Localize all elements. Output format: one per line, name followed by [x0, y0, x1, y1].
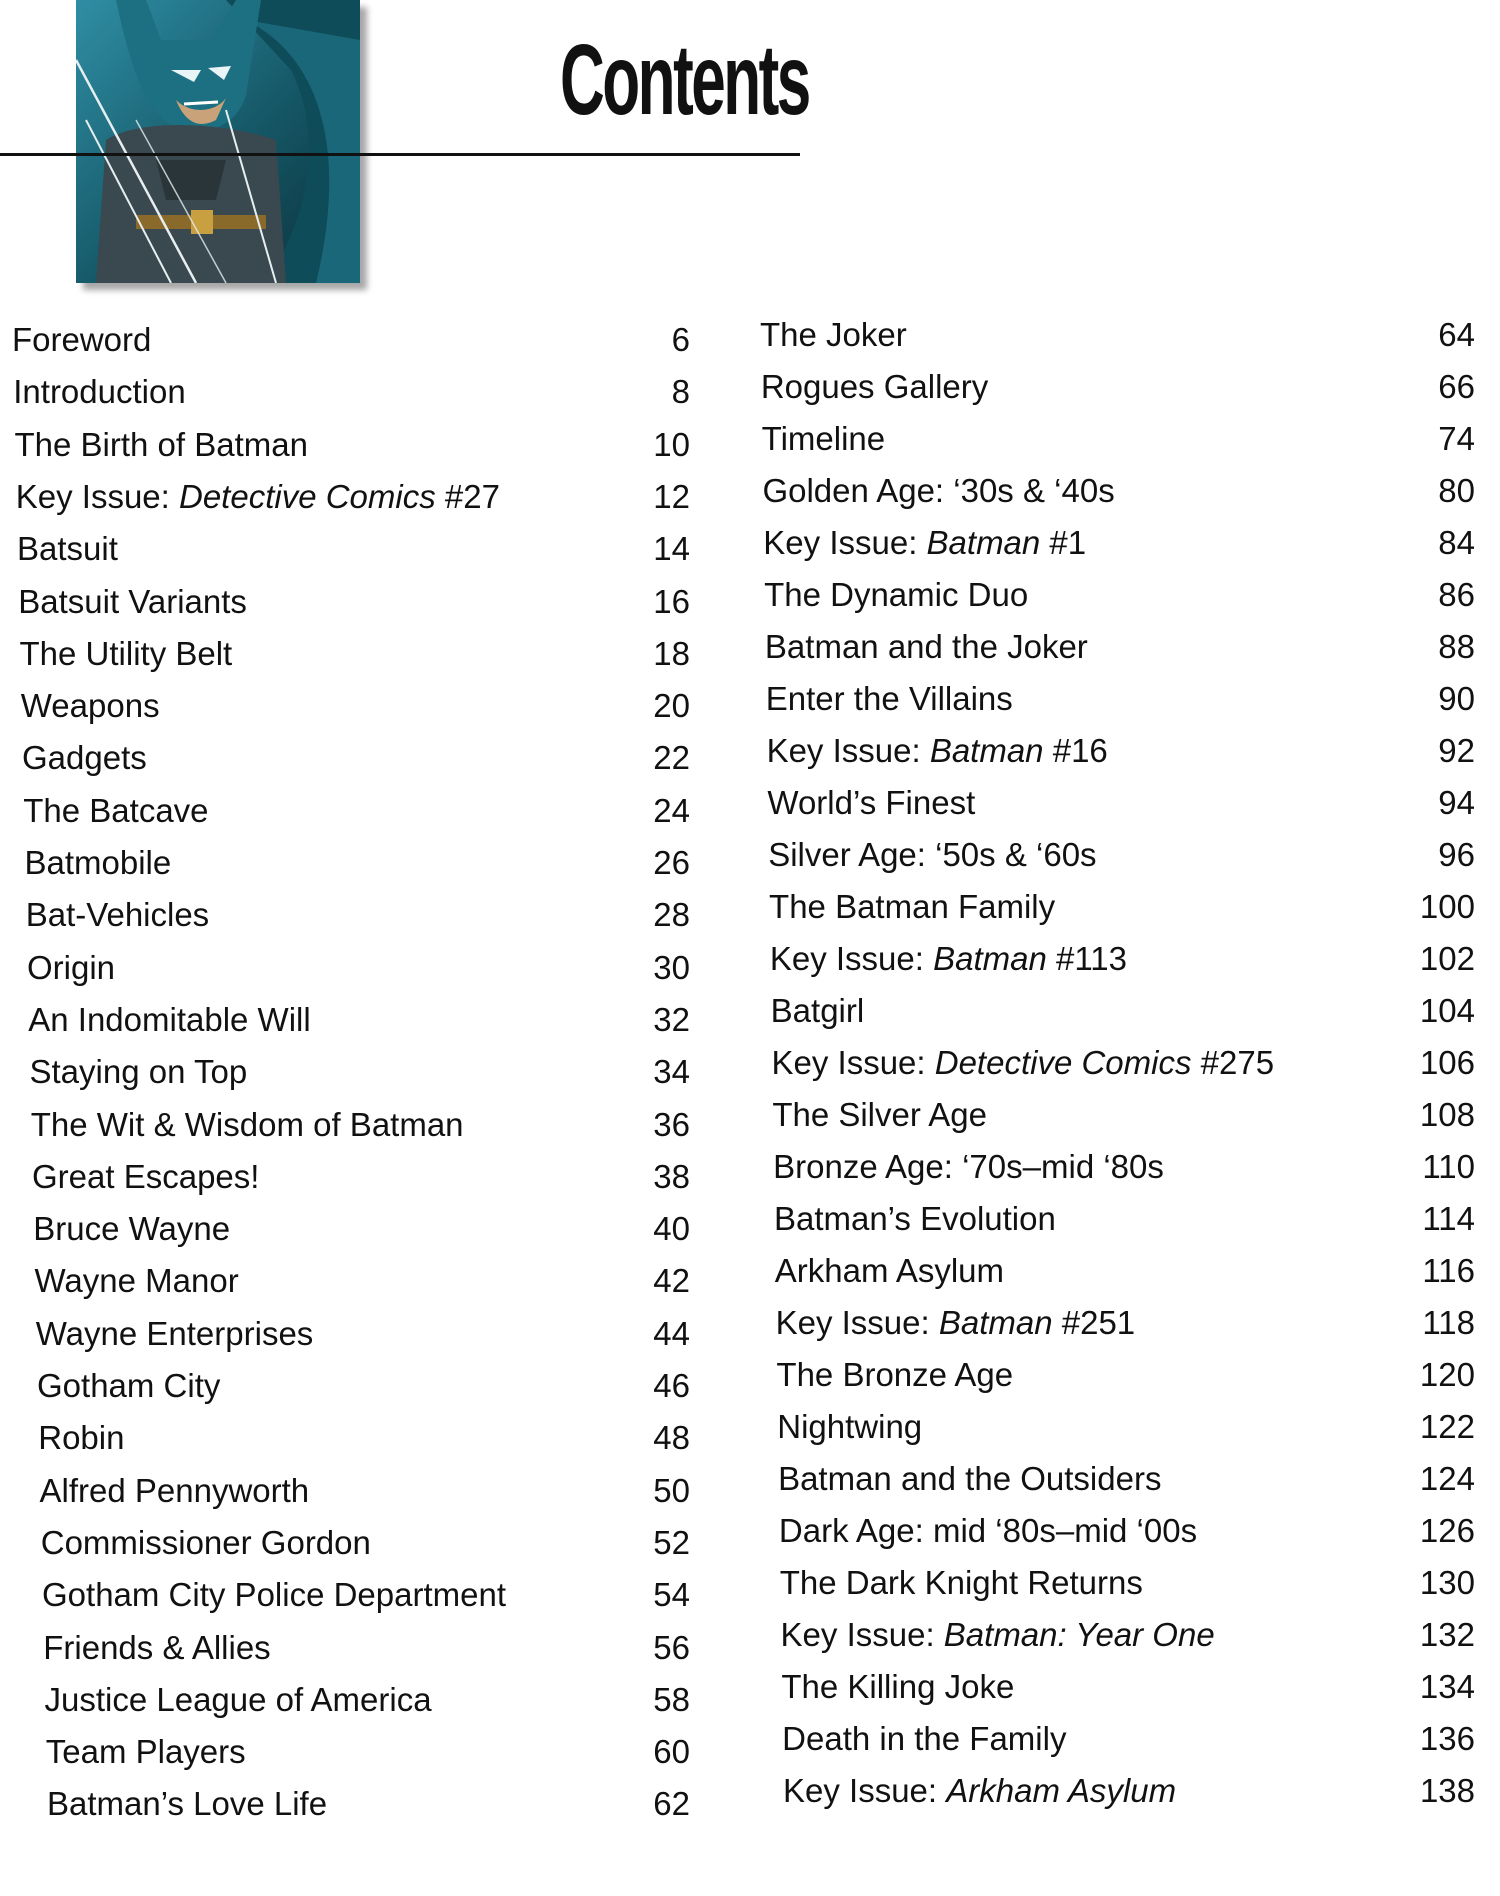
toc-entry-title [45, 1678, 432, 1722]
toc-entry-title [47, 1782, 327, 1826]
toc-entry-title-text: Batmobile [24, 844, 172, 881]
toc-entry [769, 885, 1475, 933]
toc-entry [777, 1405, 1475, 1453]
toc-entry [775, 1249, 1475, 1297]
toc-entry [35, 1259, 691, 1307]
toc-entry-title [42, 1573, 506, 1617]
toc-entry-page-number: 110 [1422, 1148, 1475, 1185]
toc-entry [27, 946, 690, 994]
toc-entry-page-number: 42 [653, 1262, 690, 1300]
toc-entry-title-text: Batman and the Joker [764, 628, 1088, 665]
toc-entry-page-number: 46 [653, 1367, 690, 1404]
toc-entry [28, 998, 690, 1046]
toc-entry-title [32, 1155, 259, 1199]
toc-entry-title [37, 1364, 220, 1408]
toc-entry-issue-title: Batman [929, 732, 1044, 769]
toc-entry-title-text: An Indomitable Will [28, 1000, 311, 1038]
toc-entry-page-number: 8 [671, 373, 690, 411]
toc-entry-title [766, 677, 1013, 721]
toc-entry-title-text: Friends & Allies [43, 1628, 271, 1666]
toc-entry-title-text: Golden Age: ‘30s & ‘40s [762, 472, 1115, 509]
toc-entry [38, 1416, 690, 1464]
toc-entry-title-text: Wayne Enterprises [35, 1314, 314, 1352]
toc-entry [18, 580, 690, 628]
toc-entry-title [776, 1301, 1136, 1345]
toc-entry [779, 1509, 1475, 1557]
toc-entry [13, 370, 690, 418]
toc-entry [20, 632, 691, 680]
toc-entry [37, 1364, 690, 1412]
toc-entry-page-number: 32 [653, 1000, 690, 1038]
toc-entry-page-number: 50 [653, 1471, 690, 1509]
toc-entry-title [771, 989, 865, 1033]
toc-entry-title [780, 1561, 1143, 1605]
toc-entry [42, 1573, 690, 1621]
toc-entry [783, 1769, 1475, 1817]
toc-entry [43, 1626, 690, 1674]
toc-entry-title [781, 1613, 1215, 1657]
toc-entry-title-text: Batman and the Outsiders [778, 1460, 1162, 1497]
toc-entry-issue-title: Batman [933, 940, 1047, 977]
toc-entry-page-number: 52 [653, 1523, 690, 1561]
toc-entry-title-text: Gotham City Police Department [42, 1576, 507, 1614]
toc-entry-page-number: 104 [1419, 992, 1475, 1029]
toc-entry-page-number: 16 [653, 582, 690, 620]
toc-entry-title [767, 781, 975, 825]
toc-entry [773, 1145, 1475, 1193]
toc-entry-page-number: 88 [1438, 628, 1475, 665]
toc-entry-title [46, 1730, 246, 1774]
title-rule [0, 153, 800, 156]
toc-entry-title [43, 1626, 270, 1670]
toc-entry-title [25, 841, 172, 885]
toc-entry-title [17, 527, 118, 571]
toc-entry [36, 1312, 690, 1360]
toc-entry-page-number: 48 [653, 1419, 690, 1457]
toc-entry-title [16, 475, 500, 519]
toc-entry [16, 475, 690, 523]
toc-entry-title [13, 370, 185, 414]
toc-entry-title [21, 684, 160, 728]
toc-entry-title-text: Silver Age: ‘50s & ‘60s [768, 836, 1097, 873]
toc-entry-title-text: Enter the Villains [765, 680, 1013, 717]
toc-entry-title [26, 893, 209, 937]
toc-entry-page-number: 116 [1422, 1252, 1475, 1289]
toc-entry-title [775, 1249, 1004, 1293]
toc-entry-title-text: Origin [27, 948, 116, 986]
toc-entry-page-number: 38 [653, 1157, 690, 1195]
toc-entry [772, 1041, 1476, 1089]
toc-entry [770, 937, 1475, 985]
toc-entry-title-text: The Utility Belt [19, 634, 233, 672]
toc-entry-title-text: Robin [38, 1419, 125, 1457]
toc-entry-issue-title: Arkham Asylum [946, 1772, 1177, 1809]
toc-entry-title [770, 937, 1127, 981]
toc-entry-title-text: The Wit & Wisdom of Batman [30, 1105, 464, 1143]
toc-entry-page-number: 138 [1419, 1772, 1475, 1809]
toc-entry-page-number: 24 [653, 791, 690, 829]
toc-entry-title-text: Arkham Asylum [774, 1252, 1005, 1289]
toc-entry-page-number: 130 [1419, 1564, 1475, 1601]
toc-entry-title-text: Key Issue: [771, 1044, 935, 1081]
toc-entry-page-number: 20 [653, 687, 690, 725]
toc-entry-page-number: 134 [1419, 1668, 1475, 1705]
toc-entry [765, 625, 1475, 673]
toc-entry-title [762, 417, 885, 461]
toc-entry-title-text: The Dark Knight Returns [779, 1564, 1143, 1601]
batman-cover-art [76, 0, 360, 283]
toc-entry-page-number: 60 [653, 1733, 690, 1771]
toc-entry-page-number: 118 [1422, 1304, 1475, 1341]
toc-entry-title-text: Gadgets [22, 739, 147, 777]
toc-entry [761, 365, 1475, 413]
toc-entry-title-text: Batgirl [770, 992, 865, 1029]
toc-entry-title [28, 998, 310, 1042]
toc-entry-title [777, 1405, 922, 1449]
toc-entry-page-number: 90 [1438, 680, 1475, 717]
toc-entry-page-number: 124 [1419, 1460, 1475, 1497]
toc-entry-title [40, 1469, 310, 1513]
toc-entry-title-text: Batman’s Evolution [773, 1200, 1056, 1237]
toc-entry-page-number: 66 [1438, 368, 1475, 405]
toc-entry [760, 313, 1475, 361]
toc-entry-page-number: 30 [653, 948, 690, 986]
toc-entry-title-text: Foreword [12, 321, 152, 358]
toc-entry-title [773, 1145, 1164, 1189]
toc-entry-title-text: The Batcave [23, 791, 209, 829]
toc-entry [781, 1613, 1475, 1661]
toc-entry-title [23, 789, 208, 833]
toc-entry-page-number: 22 [653, 739, 690, 777]
toc-entry-title-text: Bruce Wayne [33, 1210, 231, 1248]
toc-entry-issue-number: #16 [1043, 732, 1108, 769]
toc-entry-issue-title: Batman: Year One [943, 1616, 1215, 1653]
toc-entry [767, 729, 1475, 777]
toc-entry-title [765, 625, 1088, 669]
toc-entry-title-text: Weapons [20, 687, 160, 725]
toc-entry [26, 893, 690, 941]
toc-entry [776, 1301, 1475, 1349]
toc-entry-title-text: Timeline [761, 420, 886, 457]
toc-entry-title-text: Alfred Pennyworth [39, 1471, 310, 1509]
toc-entry-page-number: 56 [653, 1628, 690, 1666]
toc-entry-page-number: 96 [1438, 836, 1475, 873]
toc-entry-title [763, 521, 1086, 565]
toc-entry-page-number: 132 [1419, 1616, 1475, 1653]
toc-entry [766, 677, 1475, 725]
toc-entry-page-number: 114 [1422, 1200, 1475, 1237]
toc-entry [762, 417, 1475, 465]
toc-entry [33, 1207, 690, 1255]
toc-entry [12, 318, 690, 366]
toc-entry [781, 1665, 1475, 1713]
toc-entry [780, 1561, 1475, 1609]
toc-entry [32, 1155, 690, 1203]
toc-entry-issue-title: Detective Comics [179, 477, 436, 515]
toc-entry-page-number: 26 [653, 844, 690, 881]
toc-entry-title-text: The Batman Family [769, 888, 1056, 925]
toc-entry-title [764, 573, 1028, 617]
toc-entry [778, 1457, 1475, 1505]
toc-entry-title [776, 1353, 1013, 1397]
toc-entry-title-text: Key Issue: [775, 1304, 939, 1341]
toc-entry-issue-number: #1 [1040, 524, 1087, 561]
toc-entry-title-text: Key Issue: [15, 477, 179, 515]
toc-entry-title-text: Dark Age: mid ‘80s–mid ‘00s [778, 1512, 1198, 1549]
toc-entry-title-text: Gotham City [37, 1367, 221, 1404]
toc-entry-issue-title: Batman [938, 1304, 1053, 1341]
toc-entry [762, 469, 1475, 517]
toc-entry-title-text: Team Players [45, 1733, 246, 1771]
toc-entry-title [41, 1521, 371, 1565]
toc-entry-page-number: 106 [1419, 1044, 1475, 1081]
toc-entry [771, 989, 1475, 1037]
toc-entry [22, 736, 690, 784]
toc-entry-title [778, 1457, 1161, 1501]
toc-entry-title [762, 469, 1114, 513]
toc-entry-title-text: Key Issue: [780, 1616, 944, 1653]
toc-entry-page-number: 18 [653, 634, 690, 672]
toc-entry-title [767, 729, 1108, 773]
toc-entry-page-number: 92 [1438, 732, 1475, 769]
toc-entry-title [35, 1259, 239, 1303]
toc-entry [776, 1353, 1475, 1401]
toc-entry [767, 781, 1475, 829]
toc-entry-page-number: 100 [1419, 888, 1475, 925]
toc-entry-title [38, 1416, 124, 1460]
toc-entry-page-number: 80 [1438, 472, 1475, 509]
toc-entry-title [18, 580, 247, 624]
toc-entry-title-text: The Bronze Age [776, 1356, 1014, 1393]
toc-entry-page-number: 94 [1438, 784, 1475, 821]
toc-entry [763, 521, 1475, 569]
toc-entry-title [781, 1665, 1014, 1709]
toc-entry [23, 789, 690, 837]
toc-entry-page-number: 84 [1438, 524, 1475, 561]
toc-entry-title [772, 1093, 987, 1137]
toc-entry [41, 1521, 690, 1569]
page-title: Contents [560, 24, 809, 136]
toc-entry [782, 1717, 1475, 1765]
toc-entry-issue-title: Batman [926, 524, 1041, 561]
toc-entry-page-number: 58 [653, 1680, 690, 1718]
toc-entry-title-text: Key Issue: [763, 524, 927, 561]
toc-entry-title-text: Nightwing [777, 1408, 923, 1445]
toc-entry-title-text: The Dynamic Duo [764, 576, 1029, 613]
toc-entry [46, 1730, 690, 1778]
toc-entry-title-text: Batman’s Love Life [47, 1785, 328, 1823]
toc-entry-page-number: 36 [653, 1105, 690, 1143]
toc-entry-title [768, 833, 1096, 877]
toc-entry-page-number: 62 [653, 1785, 690, 1823]
toc-entry-title-text: The Joker [760, 316, 907, 353]
toc-entry-page-number: 34 [653, 1053, 690, 1091]
toc-entry-title [761, 365, 988, 409]
toc-entry-page-number: 10 [653, 425, 690, 463]
batman-illustration [76, 0, 360, 283]
toc-entry-title [774, 1197, 1056, 1241]
toc-entry [21, 684, 690, 732]
toc-entry-title-text: Justice League of America [44, 1680, 432, 1718]
toc-entry-title [779, 1509, 1197, 1553]
toc-entry-page-number: 120 [1419, 1356, 1475, 1393]
toc-entry-title [33, 1207, 230, 1251]
toc-entry-title-text: The Silver Age [772, 1096, 987, 1133]
toc-entry-issue-number: #113 [1046, 940, 1127, 977]
toc-entry-title-text: Bat-Vehicles [25, 896, 210, 934]
toc-entry-title-text: Key Issue: [783, 1772, 947, 1809]
toc-entry-title-text: The Birth of Batman [14, 425, 308, 463]
toc-entry-page-number: 54 [653, 1576, 690, 1614]
toc-entry-page-number: 122 [1419, 1408, 1475, 1445]
toc-entry-page-number: 126 [1419, 1512, 1475, 1549]
toc-entry-page-number: 86 [1438, 576, 1475, 613]
toc-entry-title-text: Introduction [13, 373, 186, 411]
toc-entry [30, 1050, 691, 1098]
toc-entry-page-number: 108 [1419, 1096, 1475, 1133]
toc-entry [774, 1197, 1475, 1245]
toc-entry [768, 833, 1475, 881]
toc-entry-title-text: Batsuit [17, 530, 118, 568]
toc-entry-issue-number: #251 [1052, 1304, 1136, 1341]
toc-entry-issue-title: Detective Comics [934, 1044, 1192, 1081]
toc-entry-page-number: 136 [1419, 1720, 1475, 1757]
toc-entry [15, 423, 691, 471]
toc-entry-page-number: 12 [653, 477, 690, 515]
toc-entry-page-number: 40 [653, 1210, 690, 1248]
toc-entry-title [36, 1312, 314, 1356]
toc-entry [772, 1093, 1475, 1141]
toc-entry-title-text: Key Issue: [766, 732, 930, 769]
toc-entry-title-text: Batsuit Variants [18, 582, 247, 620]
toc-entry-title [769, 885, 1055, 929]
toc-entry-title [31, 1103, 464, 1147]
toc-entry-issue-number: #27 [435, 477, 500, 515]
toc-entry-title-text: Death in the Family [782, 1720, 1067, 1757]
toc-entry-title-text: Wayne Manor [34, 1262, 239, 1300]
toc-entry [45, 1678, 691, 1726]
toc-entry-page-number: 6 [671, 321, 690, 358]
toc-entry-title-text: The Killing Joke [781, 1668, 1015, 1705]
toc-entry-page-number: 102 [1419, 940, 1475, 977]
toc-entry-title [20, 632, 233, 676]
toc-entry-title [22, 736, 147, 780]
toc-entry [25, 841, 691, 889]
toc-entry-issue-number: #275 [1191, 1044, 1275, 1081]
toc-entry-title [783, 1769, 1176, 1813]
toc-entry-title [782, 1717, 1066, 1761]
toc-entry-title-text: Bronze Age: ‘70s–mid ‘80s [773, 1148, 1164, 1185]
toc-entry-page-number: 14 [653, 530, 690, 568]
toc-entry [31, 1103, 690, 1151]
toc-entry-title [15, 423, 308, 467]
toc-entry-title [760, 313, 907, 357]
toc-entry-page-number: 74 [1438, 420, 1475, 457]
toc-entry-title-text: Commissioner Gordon [40, 1523, 371, 1561]
toc-entry [764, 573, 1475, 621]
toc-entry [17, 527, 690, 575]
toc-entry-title-text: World’s Finest [767, 784, 976, 821]
toc-entry-page-number: 64 [1438, 316, 1475, 353]
toc-entry-title [30, 1050, 248, 1094]
toc-entry-title-text: Great Escapes! [32, 1157, 260, 1195]
toc-entry [40, 1469, 691, 1517]
toc-entry-title [12, 318, 151, 362]
toc-entry-title-text: Key Issue: [769, 940, 934, 977]
toc-entry-title-text: Staying on Top [29, 1053, 248, 1091]
toc-entry-title [772, 1041, 1275, 1085]
toc-entry-title-text: Rogues Gallery [760, 368, 989, 405]
toc-entry-page-number: 44 [653, 1314, 690, 1352]
toc-entry-title [27, 946, 115, 990]
toc-entry [47, 1782, 690, 1830]
toc-entry-page-number: 28 [653, 896, 690, 934]
